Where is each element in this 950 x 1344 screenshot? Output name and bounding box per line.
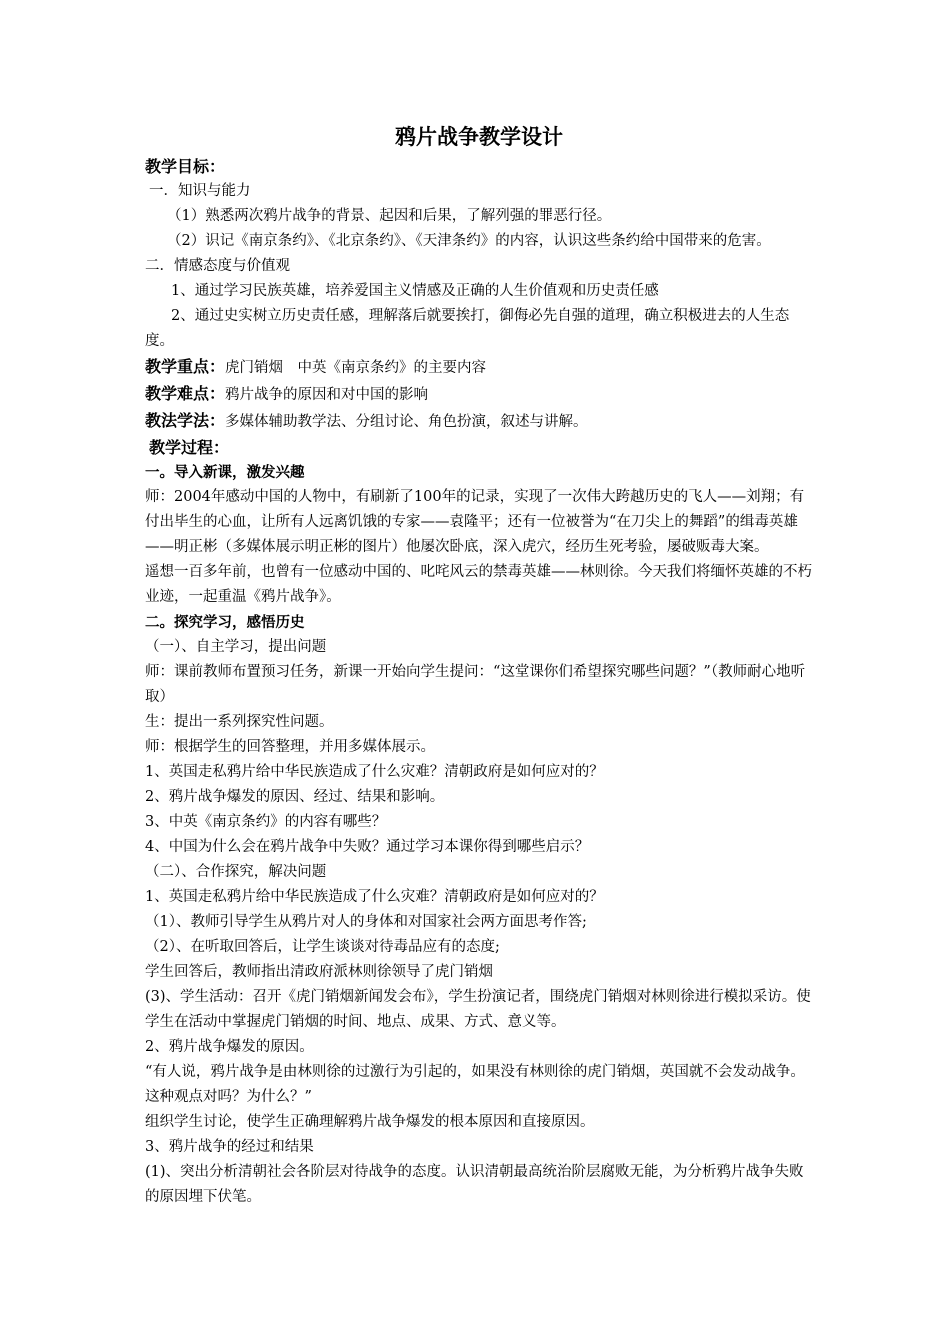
knowledge-heading: 一．知识与能力: [149, 183, 251, 199]
method-text: 多媒体辅助教学法、分组讨论、角色扮演，叙述与讲解。: [225, 414, 588, 430]
section-2-heading: 二。探究学习，感悟历史: [145, 614, 305, 631]
section-1-paragraph-1: 师：2004年感动中国的人物中，有刷新了100年的记录，实现了一次伟大跨越历史的飞人——刘翔；有付出毕生的心血，让所有人远离饥饿的专家——袁隆平；还有一位被誉为“在刀尖上的舞蹈”的缉毒英雄——明正彬（多媒体展示明正彬的图片）他屡次卧底，深入虎穴，经历生死考验，屡破贩毒大案。: [145, 489, 805, 555]
section-1-heading: 一。导入新课，激发兴趣: [145, 464, 305, 481]
goals-heading: 教学目标：: [145, 157, 226, 176]
difficulty-text: 鸦片战争的原因和对中国的影响: [225, 387, 429, 403]
question-4: 4、中国为什么会在鸦片战争中失败？通过学习本课你得到哪些启示？: [145, 839, 590, 855]
section-2a-paragraph-1: 师：课前教师布置预习任务，新课一开始向学生提问：“这堂课你们希望探究哪些问题？”（教师耐心地听取）: [145, 664, 806, 705]
section-2b-item-4: (3)、学生活动：召开《虎门销烟新闻发会布》，学生扮演记者，围绕虎门销烟对林则徐进行模拟采访。使学生在活动中掌握虎门销烟的时间、地点、成果、方式、意义等。: [145, 989, 811, 1030]
section-2a-paragraph-3: 师：根据学生的回答整理，并用多媒体展示。: [145, 739, 435, 755]
section-2a-paragraph-2: 生：提出一系列探究性问题。: [145, 714, 334, 730]
question-3: 3、中英《南京条约》的内容有哪些？: [145, 814, 387, 830]
emotion-item-1: 1、通过学习民族英雄，培养爱国主义情感及正确的人生价值观和历史责任感: [171, 283, 659, 299]
section-2b-item-2: （2）、在听取回答后，让学生谈谈对待毒品应有的态度;: [145, 939, 500, 955]
section-2b-heading: （二）、合作探究，解决问题: [145, 864, 327, 880]
section-2b-item-3: 学生回答后，教师指出清政府派林则徐领导了虎门销烟: [145, 964, 493, 980]
document-body: [145, 122, 813, 1210]
section-2b-question-1: 1、英国走私鸦片给中华民族造成了什么灾难？清朝政府是如何应对的？: [145, 889, 604, 905]
section-2b-question-3: 3、鸦片战争的经过和结果: [145, 1139, 314, 1155]
difficulty-label: 教学难点：: [145, 384, 226, 403]
section-2b-question-3-item-1: (1)、突出分析清朝社会各阶层对待战争的态度。认识清朝最高统治阶层腐败无能，为分析鸦片战争失败的原因埋下伏笔。: [145, 1164, 804, 1205]
knowledge-item-2: （2）识记《南京条约》、《北京条约》、《天津条约》的内容，认识这些条约给中国带来的危害。: [167, 233, 771, 249]
emotion-heading: 二．情感态度与价值观: [145, 258, 290, 274]
section-2b-question-2-quote: “有人说，鸦片战争是由林则徐的过激行为引起的，如果没有林则徐的虎门销烟，英国就不会发动战争。这种观点对吗？为什么？”: [145, 1064, 805, 1105]
process-heading: 教学过程：: [149, 438, 230, 457]
section-2b-question-2: 2、鸦片战争爆发的原因。: [145, 1039, 314, 1055]
question-2: 2、鸦片战争爆发的原因、经过、结果和影响。: [145, 789, 445, 805]
key-point-label: 教学重点：: [145, 357, 226, 376]
section-1-paragraph-2: 遥想一百多年前，也曾有一位感动中国的、叱咤风云的禁毒英雄——林则徐。今天我们将缅怀英雄的不朽业迹，一起重温《鸦片战争》。: [145, 564, 812, 605]
method: [145, 408, 813, 435]
knowledge-item-1: （1）熟悉两次鸦片战争的背景、起因和后果，了解列强的罪恶行径。: [167, 208, 612, 224]
section-2b-question-2-note: 组织学生讨论，使学生正确理解鸦片战争爆发的根本原因和直接原因。: [145, 1114, 595, 1130]
emotion-item-2: 2、通过史实树立历史责任感，理解落后就要挨打，御侮必先自强的道理，确立积极进去的人生态度。: [145, 308, 790, 349]
key-point-text: 虎门销烟 中英《南京条约》的主要内容: [225, 360, 487, 376]
difficulty: [145, 381, 813, 408]
section-2b-item-1: （1）、教师引导学生从鸦片对人的身体和对国家社会两方面思考作答;: [145, 914, 587, 930]
key-point: [145, 354, 813, 381]
method-label: 教法学法：: [145, 411, 226, 430]
document-title: 鸦片战争教学设计: [395, 124, 563, 149]
question-1: 1、英国走私鸦片给中华民族造成了什么灾难？清朝政府是如何应对的？: [145, 764, 604, 780]
section-2a-heading: （一）、自主学习，提出问题: [145, 639, 327, 655]
